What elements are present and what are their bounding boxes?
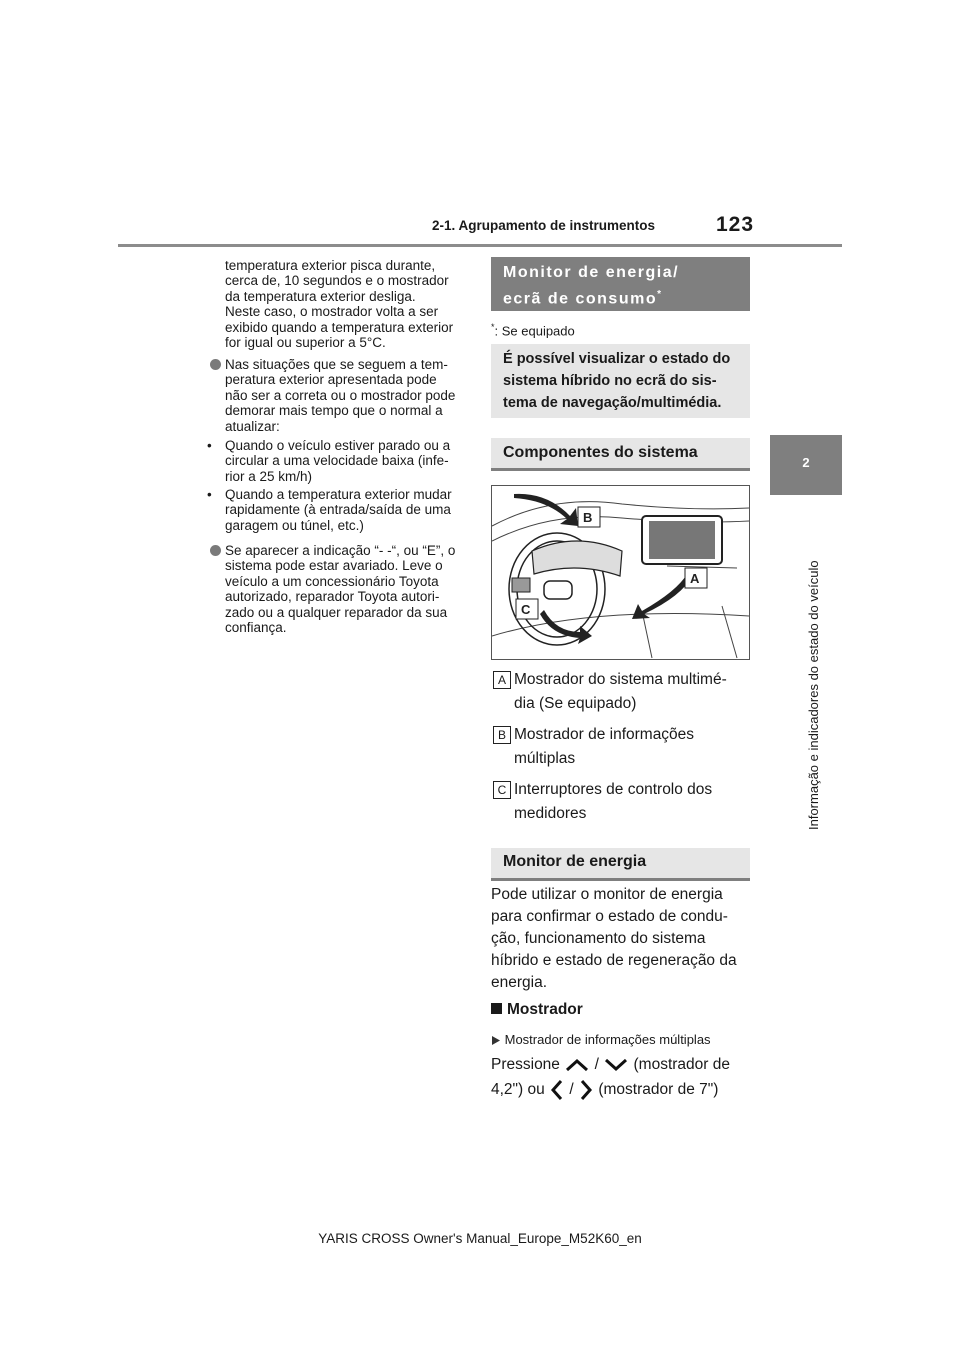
legend-text-c bbox=[514, 778, 750, 826]
text-line: Se aparecer a indicação “- -“, ou “E”, o bbox=[225, 543, 456, 558]
bullet-item-malfunction bbox=[225, 543, 470, 635]
text-fragment: (mostrador de bbox=[633, 1056, 730, 1073]
chevron-left-icon bbox=[549, 1079, 565, 1101]
text-line: Mostrador do sistema multimé- bbox=[514, 671, 727, 688]
bullet-dot-icon bbox=[210, 359, 221, 370]
text-fragment: (mostrador de 7") bbox=[598, 1081, 719, 1099]
text-line: Mostrador de informações bbox=[514, 726, 695, 743]
text-line: circular a uma velocidade baixa (infe- bbox=[225, 453, 449, 469]
diagram-label-c: C bbox=[521, 602, 531, 617]
text-line: Pode utilizar o monitor de energia bbox=[491, 886, 723, 903]
text-line: sistema pode estar avariado. Leve o bbox=[225, 558, 443, 574]
text-line: sistema híbrido no ecrã do sis- bbox=[503, 373, 717, 389]
text-line: rior a 25 km/h) bbox=[225, 468, 313, 484]
asterisk-mark: * bbox=[657, 289, 663, 300]
square-bullet-icon bbox=[491, 1003, 502, 1014]
text-line: tema de navegação/multimédia. bbox=[503, 395, 722, 411]
text-line: Interruptores de controlo dos bbox=[514, 781, 713, 798]
page-number: 123 bbox=[716, 213, 755, 236]
chapter-title: Informação e indicadores do estado do veículo bbox=[806, 560, 821, 830]
text-line: veículo a um concessionário Toyota bbox=[225, 573, 439, 589]
legend-key-c: C bbox=[493, 781, 511, 799]
text-line: para confirmar o estado de condu- bbox=[491, 908, 728, 925]
section-heading-energy-monitor: Monitor de energia bbox=[503, 853, 647, 870]
section-header: 2-1. Agrupamento de instrumentos bbox=[432, 218, 656, 233]
heading-line: ecrã de consumo bbox=[503, 290, 658, 308]
diagram-label-a: A bbox=[690, 571, 700, 586]
text-line: cerca de, 10 segundos e o mostrador bbox=[225, 273, 449, 289]
page-footer: YARIS CROSS Owner's Manual_Europe_M52K60_en bbox=[318, 1231, 642, 1246]
footnote bbox=[491, 322, 575, 338]
chevron-right-icon bbox=[578, 1079, 594, 1101]
dashboard-diagram bbox=[491, 485, 750, 660]
bullet-dot-icon bbox=[210, 545, 221, 556]
slash-separator: / bbox=[569, 1081, 574, 1099]
text-line: Quando a temperatura exterior mudar bbox=[225, 487, 452, 502]
text-line: zado ou a qualquer reparador da sua bbox=[225, 604, 448, 620]
text-line: confiança. bbox=[225, 620, 287, 636]
footnote-mark: * bbox=[491, 322, 495, 332]
text-line: Nas situações que se seguem a tem- bbox=[225, 357, 448, 372]
sub-item-temperature-change bbox=[207, 487, 470, 533]
legend-text-a bbox=[514, 668, 750, 716]
heading-line: Monitor de energia/ bbox=[503, 264, 680, 281]
text-line: É possível visualizar o estado do bbox=[503, 351, 731, 367]
text-line: rapidamente (à entrada/saída de uma bbox=[225, 502, 451, 518]
subheading-text: Mostrador bbox=[507, 1001, 583, 1018]
text-line: temperatura exterior pisca durante, bbox=[225, 258, 436, 273]
text-line: energia. bbox=[491, 974, 548, 991]
dashboard-illustration bbox=[492, 486, 749, 659]
text-line: ção, funcionamento do sistema bbox=[491, 930, 706, 947]
header-rule bbox=[118, 244, 842, 247]
subheading-display bbox=[491, 1001, 583, 1019]
section-heading-energy-consumption bbox=[503, 262, 743, 310]
energy-monitor-paragraph bbox=[491, 884, 753, 994]
text-line: for igual ou superior a 5°C. bbox=[225, 335, 386, 351]
slash-separator: / bbox=[594, 1056, 599, 1073]
text-line: peratura exterior apresentada pode bbox=[225, 372, 437, 388]
instruction-line bbox=[491, 1079, 718, 1101]
procedure-label-text: Mostrador de informações múltiplas bbox=[504, 1032, 711, 1047]
text-line: exibido quando a temperatura exterior bbox=[225, 319, 454, 335]
triangle-bullet-icon bbox=[491, 1035, 501, 1046]
section-heading-components: Componentes do sistema bbox=[503, 444, 698, 461]
text-line: dia (Se equipado) bbox=[514, 695, 637, 712]
text-line: atualizar: bbox=[225, 418, 280, 434]
chevron-up-icon bbox=[564, 1058, 590, 1072]
legend-key-b: B bbox=[493, 726, 511, 744]
legend-text-b bbox=[514, 723, 750, 771]
chevron-down-icon bbox=[603, 1058, 629, 1072]
instruction-line bbox=[491, 1056, 730, 1074]
intro-text bbox=[503, 348, 743, 414]
continued-paragraph bbox=[225, 258, 470, 350]
text-line: autorizado, reparador Toyota autori- bbox=[225, 589, 440, 605]
text-line: não ser a correta ou o mostrador pode bbox=[225, 387, 456, 403]
sub-bullet-icon: • bbox=[207, 438, 212, 453]
bullet-item-temperature bbox=[225, 357, 470, 434]
procedure-label bbox=[491, 1032, 711, 1047]
text-line: Neste caso, o mostrador volta a ser bbox=[225, 304, 439, 320]
diagram-label-b: B bbox=[583, 510, 593, 525]
text-fragment: 4,2") ou bbox=[491, 1081, 545, 1099]
text-line: da temperatura exterior desliga. bbox=[225, 288, 416, 304]
chapter-number: 2 bbox=[802, 455, 810, 470]
text-line: híbrido e estado de regeneração da bbox=[491, 952, 737, 969]
text-line: demorar mais tempo que o normal a bbox=[225, 403, 443, 419]
text-line: medidores bbox=[514, 805, 587, 822]
legend-key-a: A bbox=[493, 671, 511, 689]
sub-item-low-speed bbox=[207, 438, 470, 484]
sub-bullet-icon: • bbox=[207, 487, 212, 502]
text-fragment: Pressione bbox=[491, 1056, 560, 1073]
text-line: Quando o veículo estiver parado ou a bbox=[225, 438, 451, 453]
text-line: garagem ou túnel, etc.) bbox=[225, 517, 364, 533]
text-line: múltiplas bbox=[514, 750, 576, 767]
footnote-text: : Se equipado bbox=[494, 323, 575, 339]
